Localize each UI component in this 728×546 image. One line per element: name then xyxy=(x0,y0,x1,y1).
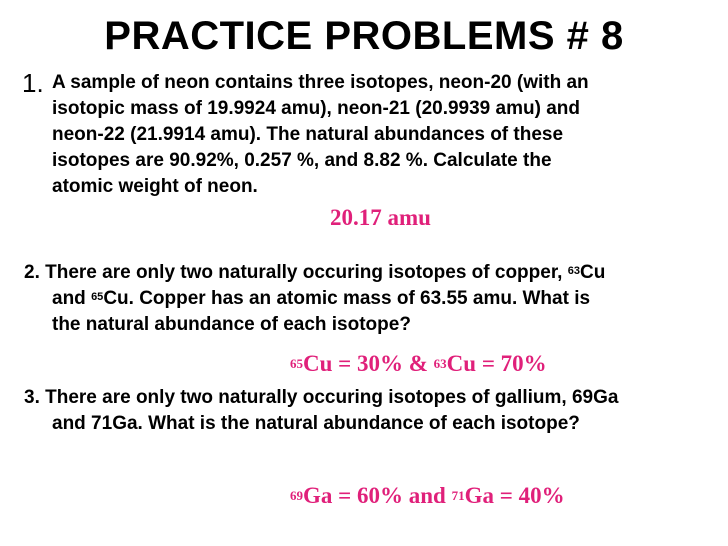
answer-text: Ga = 40% xyxy=(464,483,565,508)
element-symbol: Cu xyxy=(579,262,606,283)
problem-2-line-2-text: Cu. Copper has an atomic mass of 63.55 amu. What is xyxy=(103,288,591,309)
problem-1-number: 1. xyxy=(22,68,44,98)
problem-1-line: neon-22 (21.9914 amu). The natural abundances of these xyxy=(52,124,564,145)
problem-2-line xyxy=(24,286,605,312)
mass-number-superscript: 63 xyxy=(567,265,580,277)
answer-text: Cu = 70% xyxy=(446,351,547,376)
mass-number-superscript: 63 xyxy=(433,356,447,371)
page-title: PRACTICE PROBLEMS # 8 xyxy=(104,14,624,58)
mass-number-superscript: 69 xyxy=(290,488,303,503)
problem-2-text xyxy=(24,260,605,338)
problem-1-line: A sample of neon contains three isotopes, neon-20 (with an xyxy=(52,72,589,93)
problem-1-line: atomic weight of neon. xyxy=(52,176,258,197)
problem-1-answer: 20.17 amu xyxy=(330,205,431,230)
answer-text: Cu = 30% & xyxy=(303,351,434,376)
problem-3-line: and 71Ga. What is the natural abundance of each isotope? xyxy=(52,413,580,434)
problem-1-line: isotopic mass of 19.9924 amu), neon-21 (20.9939 amu) and xyxy=(52,98,580,119)
problem-1-text xyxy=(52,70,589,200)
problem-2-and: and xyxy=(52,288,92,309)
mass-number-superscript: 65 xyxy=(290,356,303,371)
problem-2-line-1-text: 2. There are only two naturally occuring isotopes of copper, xyxy=(24,262,568,283)
mass-number-superscript: 71 xyxy=(451,488,465,503)
problem-2-line: the natural abundance of each isotope? xyxy=(52,314,411,335)
problem-1-line: isotopes are 90.92%, 0.257 %, and 8.82 %. Calculate the xyxy=(52,150,552,171)
mass-number-superscript: 65 xyxy=(91,291,104,303)
problem-3-answer xyxy=(290,482,565,510)
answer-text: Ga = 60% and xyxy=(303,483,452,508)
problem-3-line: 3. There are only two naturally occuring isotopes of gallium, 69Ga xyxy=(24,387,619,408)
problem-3-text xyxy=(24,385,618,437)
problem-2-answer xyxy=(290,350,547,378)
problem-2-line xyxy=(24,260,605,286)
